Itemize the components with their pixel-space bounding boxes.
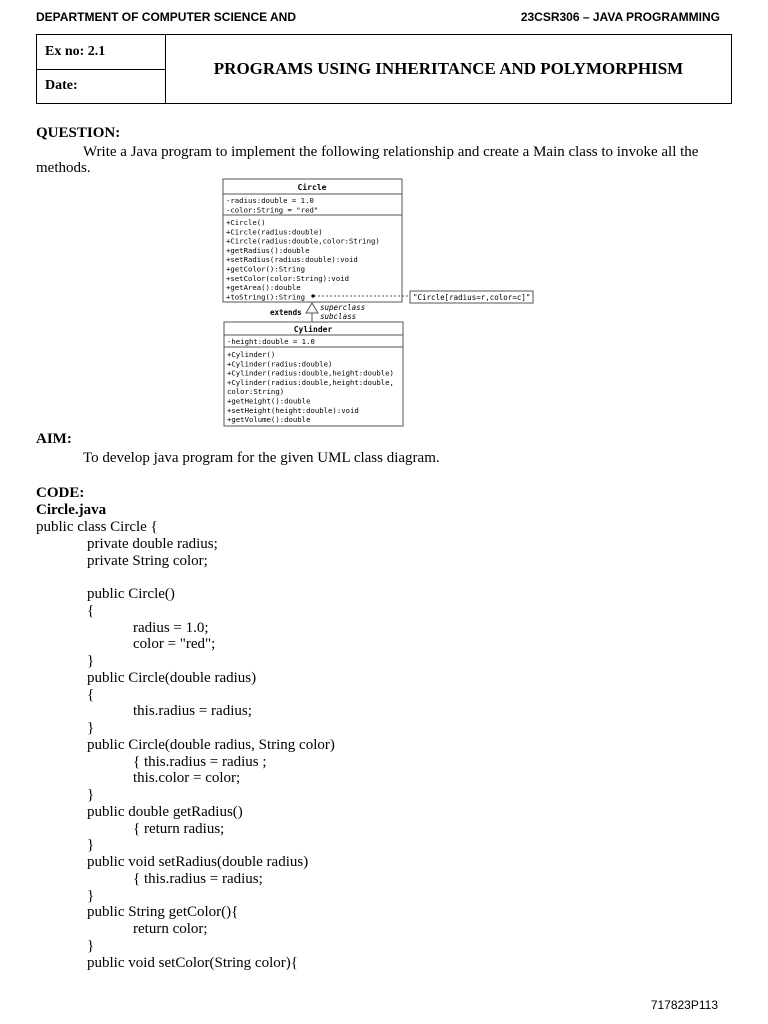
aim-text: To develop java program for the given UML class diagram. — [83, 450, 440, 466]
code-block — [36, 519, 335, 971]
code-line: public void setColor(String color){ — [87, 954, 298, 971]
code-line: public class Circle { — [36, 519, 158, 535]
cylinder-method: +Cylinder(radius:double) — [227, 359, 333, 369]
code-line: private double radius; — [87, 535, 218, 552]
circle-method: +getArea():double — [226, 283, 301, 293]
code-line — [36, 569, 335, 586]
subclass-label: subclass — [320, 312, 357, 321]
circle-method: +Circle() — [226, 218, 266, 227]
cylinder-method: color:String) — [227, 387, 285, 397]
ex-no: Ex no: 2.1 — [45, 44, 106, 59]
code-line: this.color = color; — [133, 770, 241, 787]
code-line: color = "red"; — [133, 636, 216, 653]
cylinder-method: +getHeight():double — [227, 396, 311, 406]
code-line: public Circle(double radius) — [87, 669, 257, 686]
note-text: "Circle[radius=r,color=c]" — [413, 293, 531, 302]
code-line: } — [87, 653, 95, 669]
code-line: { — [87, 686, 95, 703]
inheritance-arrow — [306, 303, 318, 313]
title-box — [36, 34, 732, 104]
cylinder-method: +setHeight(height:double):void — [227, 405, 359, 415]
header-department: DEPARTMENT OF COMPUTER SCIENCE AND — [36, 10, 297, 24]
code-line: } — [87, 937, 95, 954]
code-line: radius = 1.0; — [133, 619, 209, 636]
code-line: return color; — [133, 921, 208, 937]
code-line: public String getColor(){ — [87, 904, 239, 921]
circle-method: +Circle(radius:double) — [226, 227, 323, 237]
cylinder-method: +Cylinder(radius:double,height:double) — [227, 368, 394, 378]
note-anchor-dot — [311, 294, 314, 297]
circle-attribute: -color:String = "red" — [226, 205, 319, 215]
code-line: { this.radius = radius; — [133, 870, 263, 887]
cylinder-method: +Cylinder() — [227, 350, 276, 359]
date-cell — [37, 69, 165, 103]
cylinder-method: +Cylinder(radius:double,height:double, — [227, 377, 394, 387]
extends-label: extends — [270, 308, 302, 317]
cylinder-attribute: -height:double = 1.0 — [227, 337, 315, 346]
uml-class-diagram — [222, 177, 538, 429]
question-line-1: Write a Java program to implement the following relationship and create a Main class to invoke all the — [83, 144, 699, 160]
circle-method: +Circle(radius:double,color:String) — [226, 236, 380, 246]
code-line: } — [87, 720, 95, 736]
code-line: } — [87, 837, 95, 854]
question-heading: QUESTION: — [36, 125, 121, 141]
code-line: { return radius; — [133, 820, 225, 837]
circle-class-name: Circle — [297, 183, 327, 192]
title-box-left — [37, 35, 166, 103]
aim-heading: AIM: — [36, 431, 72, 447]
cylinder-class-name: Cylinder — [293, 325, 333, 334]
date-label: Date: — [45, 78, 78, 93]
circle-method: +getColor():String — [226, 264, 306, 274]
code-line: } — [87, 787, 95, 803]
code-line: this.radius = radius; — [133, 703, 252, 720]
circle-method: +setColor(color:String):void — [226, 273, 350, 283]
code-line: public Circle() — [87, 586, 175, 602]
cylinder-method: +getVolume():double — [227, 415, 311, 425]
code-line: { — [87, 602, 95, 619]
exercise-title: PROGRAMS USING INHERITANCE AND POLYMORPHISM — [213, 59, 684, 78]
circle-method: +getRadius():double — [226, 245, 310, 255]
code-line: } — [87, 887, 95, 904]
circle-attributes — [226, 196, 318, 214]
code-line: public Circle(double radius, String color) — [87, 736, 335, 753]
code-line: public void setRadius(double radius) — [87, 854, 309, 870]
ex-no-cell — [37, 35, 165, 70]
code-line: public double getRadius() — [87, 803, 243, 820]
footer-id: 717823P113 — [650, 998, 718, 1012]
header-course: 23CSR306 – JAVA PROGRAMMING — [520, 10, 720, 24]
code-heading: CODE: — [36, 485, 85, 501]
question-line-2: methods. — [36, 160, 91, 176]
circle-attribute: -radius:double = 1.0 — [226, 196, 314, 205]
circle-method: +toString():String — [226, 292, 306, 302]
superclass-label: superclass — [320, 303, 366, 312]
code-filename: Circle.java — [36, 502, 107, 518]
code-line: private String color; — [87, 552, 208, 569]
cylinder-attributes — [227, 337, 315, 346]
code-line: { this.radius = radius ; — [133, 753, 267, 770]
circle-method: +setRadius(radius:double):void — [226, 255, 358, 265]
